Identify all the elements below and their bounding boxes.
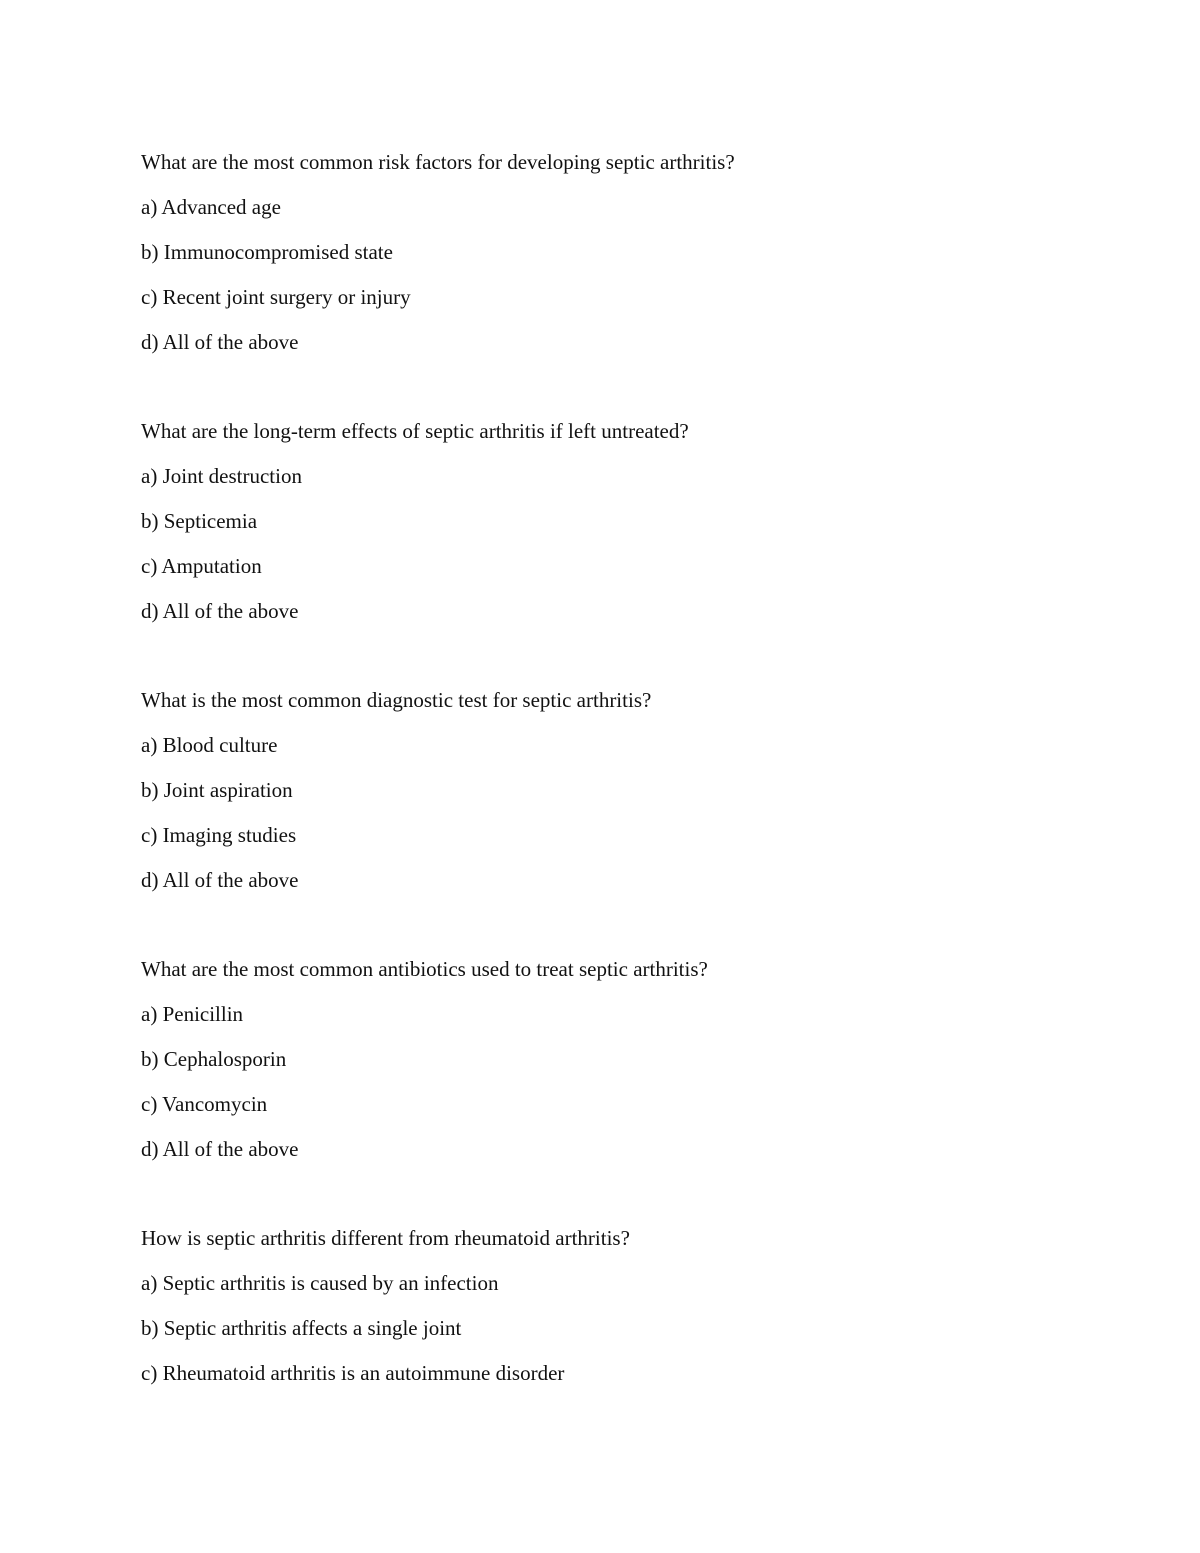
question-block [141, 140, 1101, 365]
question-prompt: What is the most common diagnostic test for septic arthritis? [141, 688, 652, 712]
document-content [141, 140, 1101, 1440]
answer-option: a) Advanced age [141, 195, 281, 219]
answer-option: d) All of the above [141, 330, 299, 354]
question-block [141, 678, 1101, 903]
answer-option: d) All of the above [141, 868, 299, 892]
answer-option: b) Immunocompromised state [141, 240, 393, 264]
answer-option: c) Recent joint surgery or injury [141, 285, 411, 309]
question-prompt: What are the most common antibiotics used to treat septic arthritis? [141, 957, 708, 981]
answer-option: d) All of the above [141, 1137, 299, 1161]
answer-option: b) Joint aspiration [141, 778, 293, 802]
answer-option: a) Septic arthritis is caused by an infection [141, 1271, 499, 1295]
question-prompt: What are the most common risk factors for developing septic arthritis? [141, 150, 735, 174]
answer-option: c) Imaging studies [141, 823, 297, 847]
answer-option: c) Rheumatoid arthritis is an autoimmune disorder [141, 1361, 565, 1385]
answer-option: a) Blood culture [141, 733, 278, 757]
answer-option: b) Septic arthritis affects a single joint [141, 1316, 462, 1340]
answer-option: a) Penicillin [141, 1002, 244, 1026]
question-block [141, 947, 1101, 1172]
answer-option: b) Septicemia [141, 509, 258, 533]
question-prompt: What are the long-term effects of septic arthritis if left untreated? [141, 419, 689, 443]
answer-option: b) Cephalosporin [141, 1047, 287, 1071]
answer-option: c) Vancomycin [141, 1092, 268, 1116]
question-block [141, 409, 1101, 634]
answer-option: a) Joint destruction [141, 464, 302, 488]
question-block [141, 1216, 1101, 1396]
question-prompt: How is septic arthritis different from rheumatoid arthritis? [141, 1226, 630, 1250]
answer-option: d) All of the above [141, 599, 299, 623]
answer-option: c) Amputation [141, 554, 262, 578]
